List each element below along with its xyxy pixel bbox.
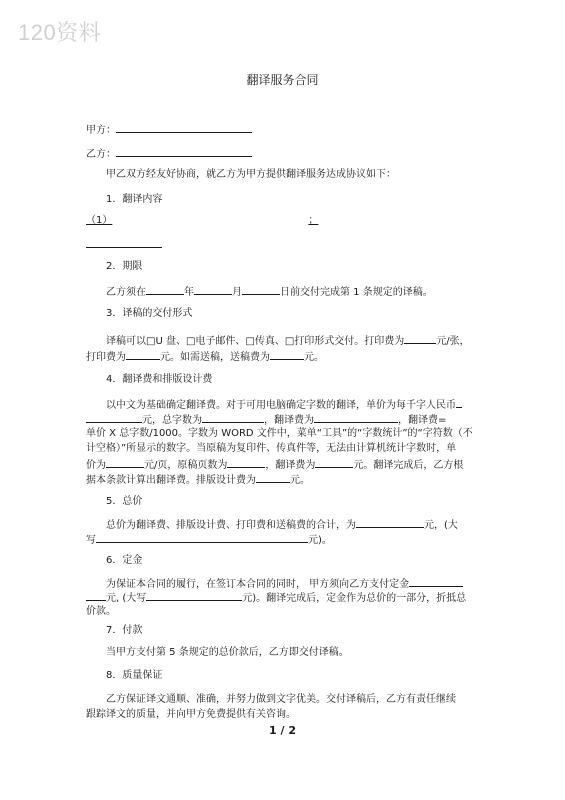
s2-text-2: 年 bbox=[184, 287, 194, 298]
s5-text-1a: 总价为翻译费、排版设计费、打印费和送稿费的合计，为 bbox=[106, 520, 356, 531]
party-a-line bbox=[86, 121, 252, 138]
section-5-line-2 bbox=[86, 531, 332, 548]
s2-month-blank bbox=[194, 283, 232, 295]
s3-delivery-fee-blank bbox=[270, 348, 304, 360]
s2-year-blank bbox=[146, 283, 184, 295]
party-a-blank bbox=[116, 121, 252, 133]
section-1-item-prefix: （1） bbox=[86, 215, 113, 226]
section-1-item-line bbox=[86, 213, 318, 228]
s6-text-2b: 元)。翻译完成后，定金作为总价的一部分，折抵总 bbox=[242, 593, 467, 604]
s4-translation-fee-blank bbox=[314, 411, 398, 423]
s4-layout-fee-blank bbox=[256, 471, 290, 483]
section-6-line-3: 价款。 bbox=[86, 606, 116, 617]
s4-page-count-blank bbox=[227, 456, 265, 468]
s5-text-2a: 写 bbox=[86, 535, 96, 546]
section-1-heading: 1．翻译内容 bbox=[106, 194, 163, 205]
s4-text-1: 以中文为基础确定翻译费。对于可用电脑确定字数的翻译，单价为每千字人民币 bbox=[106, 400, 456, 411]
section-6-line-2 bbox=[86, 589, 466, 606]
s2-day-blank bbox=[242, 283, 280, 295]
s5-total-blank bbox=[356, 516, 424, 528]
s2-text-4: 日前交付完成第 1 条规定的译稿。 bbox=[280, 287, 433, 298]
s4-page-fee-blank bbox=[315, 456, 353, 468]
section-3-line-2 bbox=[86, 348, 324, 365]
page-number: 1 / 2 bbox=[269, 724, 296, 737]
section-8-line-1: 乙方保证译文通顺、准确，并努力做到文字优美。交付译稿后，乙方有责任继续 bbox=[106, 694, 456, 705]
s4-text-2b: ，翻译费为 bbox=[264, 415, 314, 426]
s3-print-fee-blank bbox=[126, 348, 160, 360]
s3-text-1b: 元/张， bbox=[436, 336, 470, 347]
party-b-blank bbox=[116, 145, 252, 157]
s5-text-2b: 元)。 bbox=[308, 535, 332, 546]
section-7-line-1: 当甲方支付第 5 条规定的总价款后，乙方即交付译稿。 bbox=[106, 647, 349, 658]
s5-total-in-words-blank bbox=[96, 531, 308, 543]
s2-text-3: 月 bbox=[232, 287, 242, 298]
s4-text-5a: 价为 bbox=[86, 460, 106, 471]
section-8-heading: 8．质量保证 bbox=[106, 670, 163, 681]
section-1-extra-blank bbox=[86, 236, 162, 248]
s2-text-1: 乙方须在 bbox=[106, 287, 146, 298]
section-4-line-6 bbox=[86, 471, 310, 488]
s5-text-1b: 元，(大 bbox=[424, 520, 458, 531]
s6-text-2a: 元, (大写 bbox=[106, 593, 147, 604]
s6-deposit-in-words-blank bbox=[146, 589, 242, 601]
party-b-line bbox=[86, 145, 252, 162]
s3-text-2c: 元。 bbox=[304, 352, 324, 363]
section-1-item-text bbox=[86, 215, 318, 226]
intro-text: 甲乙双方经友好协商，就乙方为甲方提供翻译服务达成协议如下： bbox=[106, 169, 396, 180]
s4-text-5b: 元/页，原稿页数为 bbox=[144, 460, 228, 471]
section-1-extra-blank-line bbox=[86, 236, 162, 253]
s6-deposit-blank-cont bbox=[86, 589, 106, 601]
s4-rmb-blank-start bbox=[456, 396, 462, 408]
s6-text-1: 为保证本合同的履行，在签订本合同的同时， 甲方须向乙方支付定金 bbox=[106, 579, 410, 590]
s4-total-words-blank bbox=[202, 411, 264, 423]
s3-text-2b: 元。如需送稿，送稿费为 bbox=[160, 352, 270, 363]
section-2-heading: 2．期限 bbox=[106, 261, 143, 272]
s4-text-2a: 元，总字数为 bbox=[142, 415, 202, 426]
section-4-line-4: 计空格）”所显示的数字。当原稿为复印件、传真件等，无法由计算机统计字数时，单 bbox=[86, 443, 457, 454]
section-7-heading: 7．付款 bbox=[106, 625, 143, 636]
party-a-label: 甲方： bbox=[86, 125, 116, 136]
s3-print-fee-per-page-blank bbox=[404, 332, 436, 344]
s4-text-6b: 元。 bbox=[290, 475, 310, 486]
section-5-heading: 5．总价 bbox=[106, 496, 143, 507]
section-3-line-1 bbox=[106, 332, 470, 349]
section-3-heading: 3．译稿的交付形式 bbox=[106, 308, 193, 319]
section-4-line-3: 单价 X 总字数/1000。字数为 WORD 文件中，菜单“工具”的“字数统计”的“字符数（不 bbox=[86, 428, 473, 439]
s3-text-1a: 译稿可以□U 盘、□电子邮件、□传真、□打印形式交付。打印费为 bbox=[106, 336, 405, 347]
s3-text-2a: 打印费为 bbox=[86, 352, 126, 363]
s4-unit-price-blank bbox=[86, 411, 142, 423]
section-1-item-suffix: ； bbox=[308, 215, 319, 226]
party-b-label: 乙方： bbox=[86, 149, 116, 160]
s4-text-5c: ，翻译费为 bbox=[265, 460, 316, 471]
s4-text-2c: ，翻译费= bbox=[398, 415, 447, 426]
contract-title: 翻译服务合同 bbox=[246, 73, 319, 87]
s4-price-per-page-blank bbox=[106, 456, 144, 468]
watermark: 120资料 bbox=[18, 20, 102, 45]
section-4-heading: 4．翻译费和排版设计费 bbox=[106, 374, 213, 385]
s4-text-6a: 据本条款计算出翻译费。排版设计费为 bbox=[86, 475, 256, 486]
s4-text-5d: 元。翻译完成后，乙方根 bbox=[353, 460, 464, 471]
section-8-line-2: 跟踪译文的质量，并向甲方免费提供有关咨询。 bbox=[86, 709, 296, 720]
s6-deposit-blank bbox=[409, 575, 463, 587]
section-2-text bbox=[106, 283, 433, 300]
section-6-heading: 6．定金 bbox=[106, 555, 143, 566]
